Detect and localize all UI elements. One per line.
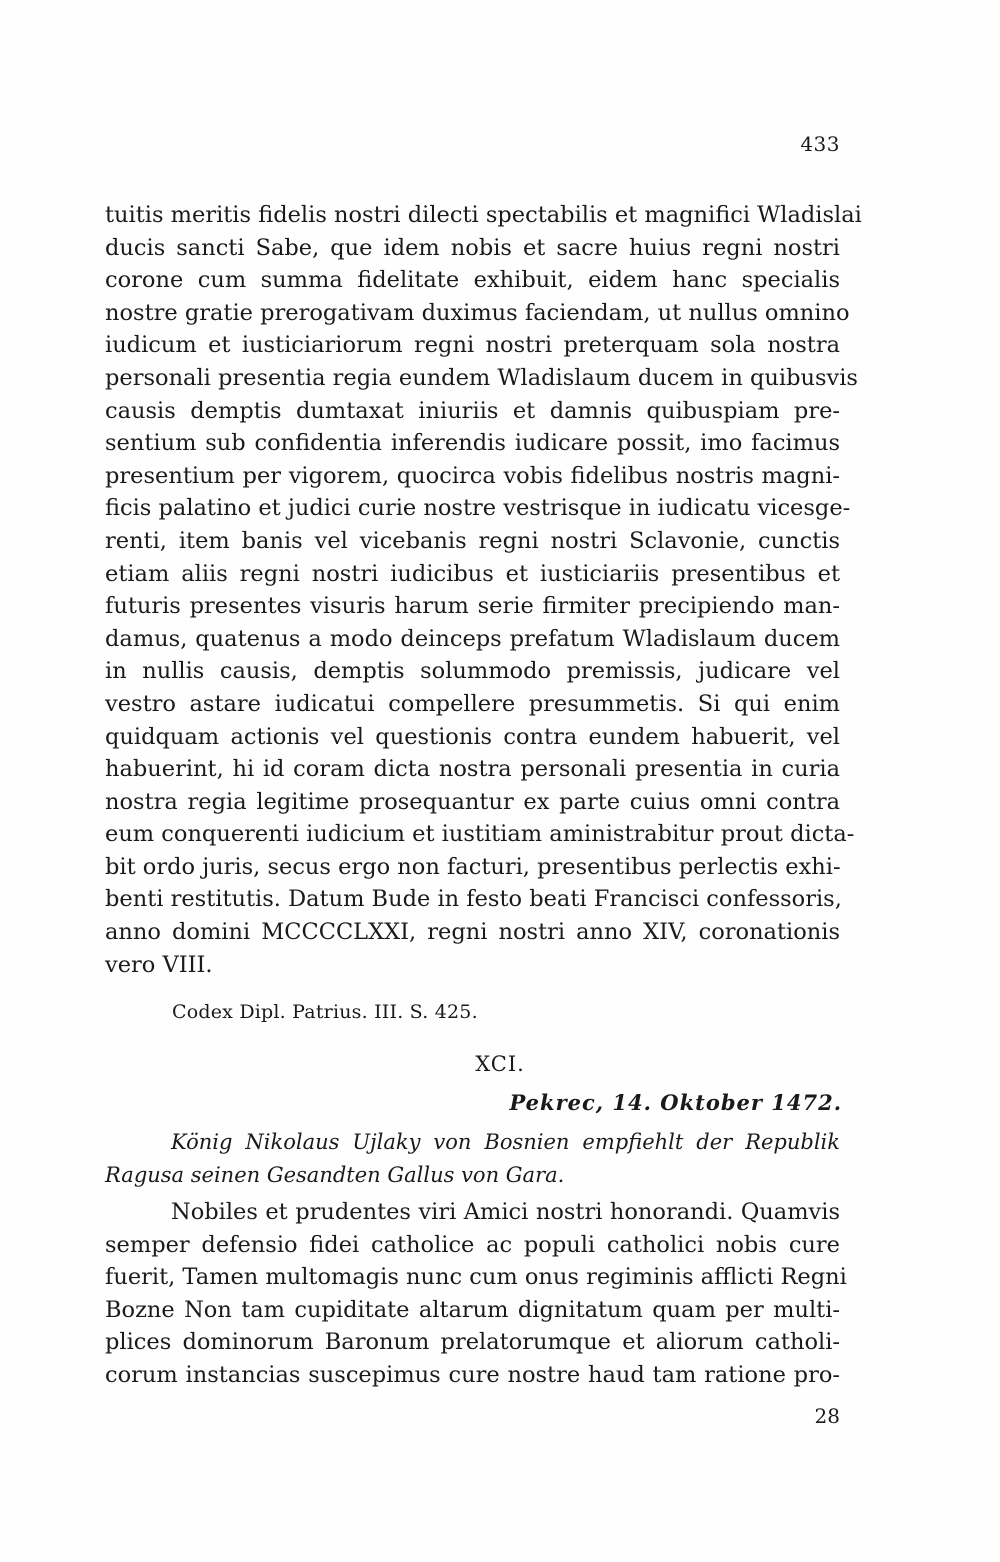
text-line: semper defensio fidei catholice ac populi catholici nobis cure xyxy=(105,1231,840,1258)
text-line: presentium per vigorem, quocirca vobis fidelibus nostris magni- xyxy=(105,462,840,489)
heading-line: Ragusa seinen Gesandten Gallus von Gara. xyxy=(105,1162,565,1187)
text-line: ducis sancti Sabe, que idem nobis et sacre huius regni nostri xyxy=(105,234,840,261)
text-line: ficis palatino et judici curie nostre vestrisque in iudicatu vicesge- xyxy=(105,495,851,522)
text-line: renti, item banis vel vicebanis regni nostri Sclavonie, cunctis xyxy=(105,527,840,554)
text-line: in nullis causis, demptis solummodo premissis, judicare vel xyxy=(105,658,840,685)
text-line: futuris presentes visuris harum serie firmiter precipiendo man- xyxy=(105,593,840,620)
text-line: habuerint, hi id coram dicta nostra personali presentia in curia xyxy=(105,756,840,783)
text-line: etiam aliis regni nostri iudicibus et iusticiariis presentibus et xyxy=(105,560,840,587)
text-line: fuerit, Tamen multomagis nunc cum onus regiminis afflicti Regni xyxy=(105,1264,847,1291)
text-line: causis demptis dumtaxat iniuriis et damnis quibuspiam pre- xyxy=(105,397,840,424)
text-line: personali presentia regia eundem Wladislaum ducem in quibusvis xyxy=(105,364,858,391)
text-line: nostra regia legitime prosequantur ex parte cuius omni contra xyxy=(105,788,840,815)
text-line: quidquam actionis vel questionis contra eundem habuerit, vel xyxy=(105,723,840,750)
place-date: Pekrec, 14. Oktober 1472. xyxy=(509,1090,842,1115)
text-line: corum instancias suscepimus cure nostre haud tam ratione pro- xyxy=(105,1361,840,1388)
text-line: bit ordo juris, secus ergo non facturi, presentibus perlectis exhi- xyxy=(105,853,841,880)
text-line: benti restitutis. Datum Bude in festo beati Francisci confessoris, xyxy=(105,886,842,913)
text-line: anno domini MCCCCLXXI, regni nostri anno XIV, coronationis xyxy=(105,919,840,946)
document-body xyxy=(105,1196,847,1392)
text-line: sentium sub confidentia inferendis iudicare possit, imo facimus xyxy=(105,430,840,457)
page-number: 433 xyxy=(800,132,840,156)
heading-line: König Nikolaus Ujlaky von Bosnien empfiehlt der Republik xyxy=(171,1130,840,1154)
document-number: XCI. xyxy=(475,1052,525,1076)
text-line: tuitis meritis fidelis nostri dilecti spectabilis et magnifici Wladislai xyxy=(105,202,862,228)
text-line: vestro astare iudicatui compellere presummetis. Si qui enim xyxy=(105,690,840,717)
document-heading xyxy=(105,1126,840,1191)
text-line: corone cum summa fidelitate exhibuit, eidem hanc specialis xyxy=(105,267,840,294)
main-text xyxy=(105,199,862,981)
text-line: eum conquerenti iudicium et iustitiam aministrabitur prout dicta- xyxy=(105,821,855,848)
text-line: Nobiles et prudentes viri Amici nostri honorandi. Quamvis xyxy=(171,1199,840,1225)
text-line: Bozne Non tam cupiditate altarum dignitatum quam per multi- xyxy=(105,1296,840,1323)
text-line: iudicum et iusticiariorum regni nostri preterquam sola nostra xyxy=(105,332,840,359)
source-citation: Codex Dipl. Patrius. III. S. 425. xyxy=(172,1001,478,1023)
text-line: damus, quatenus a modo deinceps prefatum Wladislaum ducem xyxy=(105,625,840,652)
text-line: plices dominorum Baronum prelatorumque et aliorum catholi- xyxy=(105,1329,840,1356)
text-line: vero VIII. xyxy=(105,951,213,978)
text-line: nostre gratie prerogativam duximus faciendam, ut nullus omnino xyxy=(105,299,850,326)
signature-mark: 28 xyxy=(814,1404,840,1428)
